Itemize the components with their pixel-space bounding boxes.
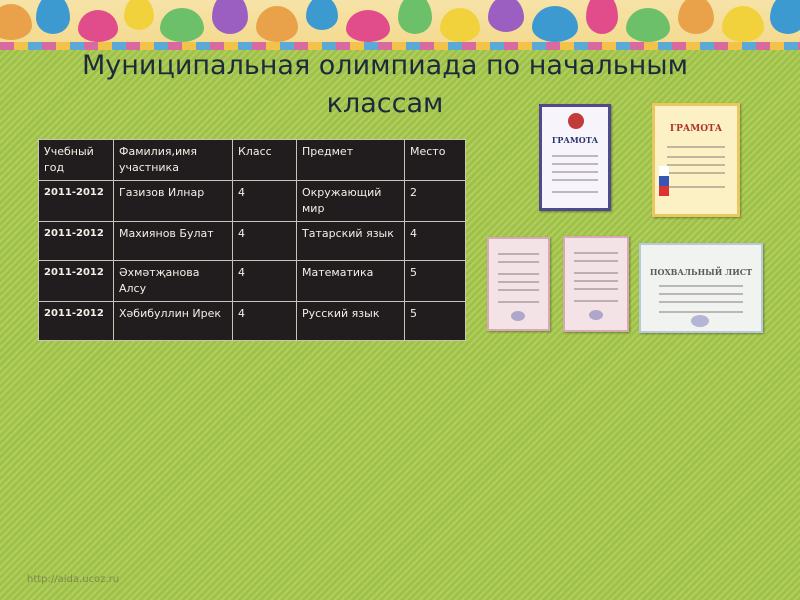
header-subject: Предмет [297,140,405,181]
cell-place: 4 [405,222,466,261]
cell-subject: Татарский язык [297,222,405,261]
certificate-honor-2-image [652,103,740,217]
cell-name: Газизов Илнар [114,181,233,222]
header-name: Фамилия,имя участника [114,140,233,181]
cell-year: 2011-2012 [39,181,114,222]
cell-place: 5 [405,302,466,341]
stamp-icon [511,311,525,321]
emblem-icon [568,113,584,129]
cell-place: 2 [405,181,466,222]
cell-name: Махиянов Булат [114,222,233,261]
table-row [39,181,466,222]
praise-letter-image [639,243,763,333]
cell-year: 2011-2012 [39,302,114,341]
certificate-honor-1-image [539,104,611,211]
cell-grade: 4 [233,181,297,222]
header-place: Место [405,140,466,181]
table-row [39,222,466,261]
cell-subject: Математика [297,261,405,302]
cell-grade: 4 [233,222,297,261]
slide-title: Муниципальная олимпиада по начальным классам [82,50,688,119]
cell-name: Әхмәтҗанова Алсу [114,261,233,302]
certificate-honor-2-label: ГРАМОТА [669,124,723,134]
cell-grade: 4 [233,302,297,341]
cell-grade: 4 [233,261,297,302]
table-header-row [39,140,466,181]
results-table-container [38,139,465,341]
table-row [39,302,466,341]
cell-subject: Окружающий мир [297,181,405,222]
stamp-icon [589,310,603,320]
cell-subject: Русский язык [297,302,405,341]
flag-icon [659,166,669,196]
certificate-honor-1-label: ГРАМОТА [551,135,599,145]
table-row [39,261,466,302]
decorative-border [0,0,800,50]
stamp-icon [691,315,709,327]
praise-letter-label: ПОХВАЛЬНЫЙ ЛИСТ [649,267,753,277]
cell-year: 2011-2012 [39,261,114,302]
diploma-2-image [563,236,629,332]
cell-place: 5 [405,261,466,302]
cell-year: 2011-2012 [39,222,114,261]
header-year: Учебный год [39,140,114,181]
cell-name: Хәбибуллин Ирек [114,302,233,341]
results-table [38,139,466,341]
footer-url: http://aida.ucoz.ru [27,574,120,585]
diploma-1-image [487,237,550,331]
header-grade: Класс [233,140,297,181]
